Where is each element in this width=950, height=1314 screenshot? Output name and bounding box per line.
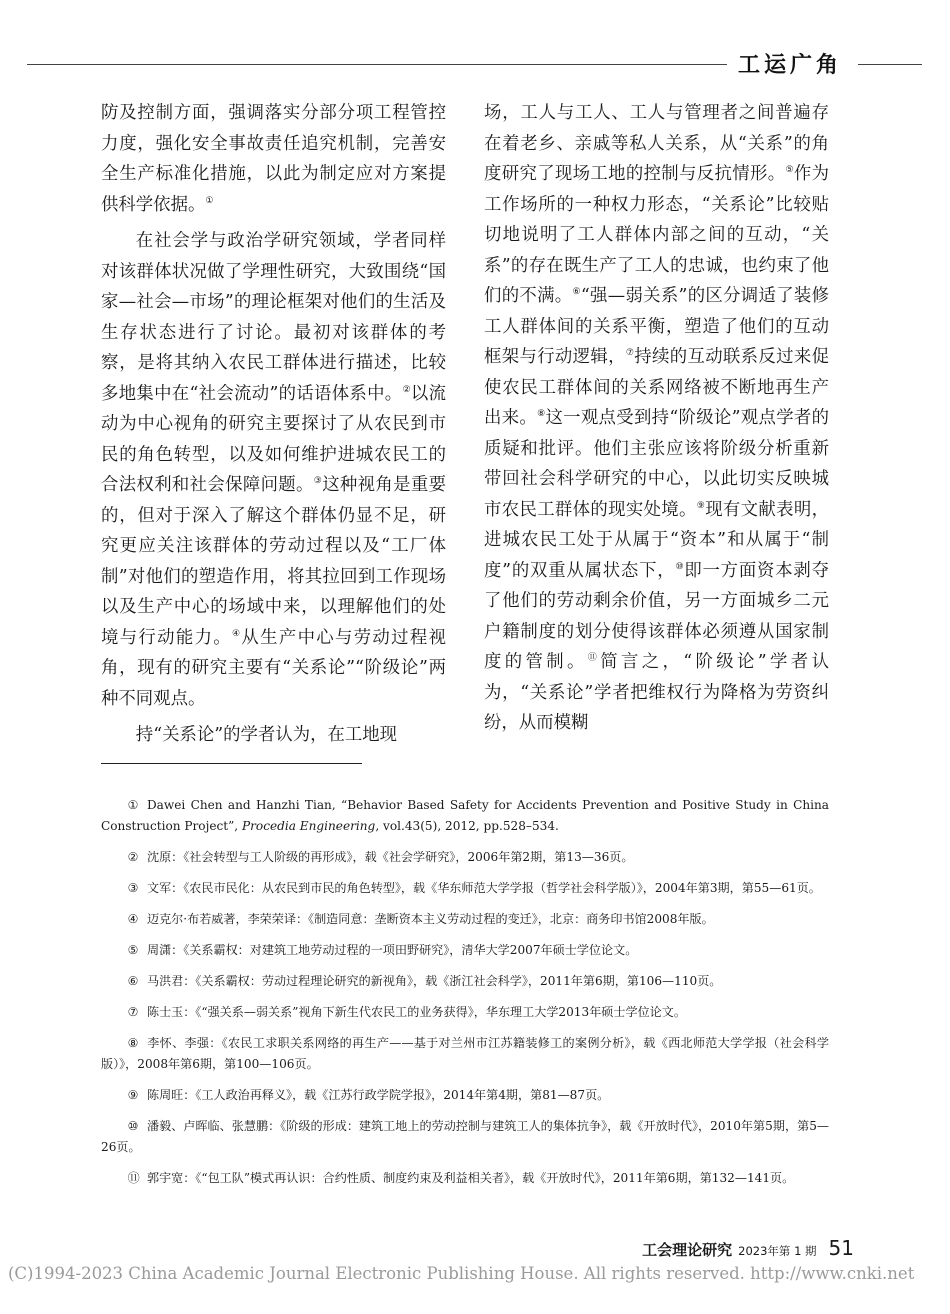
footnote-ref-4[interactable]: ④: [232, 628, 242, 639]
footnote-ref-9[interactable]: ⑨: [696, 500, 706, 511]
footnote-ref-5[interactable]: ⑤: [785, 165, 794, 176]
paragraph-2: 在社会学与政治学研究领域，学者同样对该群体状况做了学理性研究，大致围绕“国家—社会—市场”的理论框架对他们的生活及生存状态进行了讨论。最初对该群体的考察，是将其纳入农民工群体进行描述，比较多地集中在“社会流动”的话语体系中。②以流动为中心视角的研究主要探讨了从农民到市民的角色转型，以及如何维护进城农民工的合法权利和社会保障问题。③这种视角是重要的，但对于深入了解这个群体仍显不足，研究更应关注该群体的劳动过程以及“工厂体制”对他们的塑造作用，将其拉回到工作现场以及生产中心的场域中来，以理解他们的处境与行动能力。④从生产中心与劳动过程视角，现有的研究主要有“关系论”“阶级论”两种不同观点。: [101, 231, 446, 709]
footnote-7: ⑦ 陈士玉：《“强关系—弱关系”视角下新生代农民工的业务获得》，华东理工大学2013年硕士学位论文。: [127, 1005, 686, 1019]
page-number: 51: [828, 1236, 854, 1260]
footnote-ref-8[interactable]: ⑧: [537, 409, 546, 420]
copyright-watermark: (C)1994-2023 China Academic Journal Electronic Publishing House. All rights reserved. http://www.cnki.net: [8, 1264, 915, 1283]
footnote-ref-3[interactable]: ③: [313, 476, 323, 487]
footnote-ref-2[interactable]: ②: [402, 384, 411, 395]
footnote-ref-1[interactable]: ①: [205, 195, 214, 206]
left-column: [101, 98, 446, 751]
footnote-ref-11[interactable]: ⑪: [587, 653, 601, 664]
footnote-1: ① Dawei Chen and Hanzhi Tian, “Behavior Based Safety for Accidents Prevention and Positive Study in China Construction Project”, Procedia Engineering, vol.43(5), 2012, pp.528–534.: [101, 798, 829, 833]
footnote-ref-10[interactable]: ⑩: [675, 561, 685, 572]
footnote-ref-6[interactable]: ⑥: [572, 287, 581, 298]
footnote-10: ⑩ 潘毅、卢晖临、张慧鹏：《阶级的形成：建筑工地上的劳动控制与建筑工人的集体抗争》，载《开放时代》，2010年第5期，第5—26页。: [101, 1119, 829, 1154]
footnotes: [101, 795, 829, 1199]
footnote-2: ② 沈原：《社会转型与工人阶级的再形成》，载《社会学研究》，2006年第2期，第13—36页。: [127, 850, 634, 864]
footnote-9: ⑨ 陈周旺：《工人政治再释义》，载《江苏行政学院学报》，2014年第4期，第81—87页。: [127, 1088, 610, 1102]
paragraph-3: 持“关系论”的学者认为，在工地现: [135, 725, 398, 745]
header-rule-right: [858, 64, 922, 65]
footnote-11: ⑪ 郭宇宽：《“包工队”模式再认识：合约性质、制度约束及利益相关者》，载《开放时代》，2011年第6期，第132—141页。: [127, 1171, 795, 1185]
footnote-separator: [101, 763, 362, 764]
footnote-6: ⑥ 马洪君：《关系霸权：劳动过程理论研究的新视角》，载《浙江社会科学》，2011年第6期，第106—110页。: [127, 974, 722, 988]
page-footer: [642, 1236, 854, 1260]
footnote-3: ③ 文军：《农民市民化：从农民到市民的角色转型》，载《华东师范大学学报（哲学社会科学版）》，2004年第3期，第55—61页。: [127, 881, 821, 895]
paragraph-continued: 场，工人与工人、工人与管理者之间普遍存在着老乡、亲戚等私人关系，从“关系”的角度研究了现场工地的控制与反抗情形。⑤作为工作场所的一种权力形态，“关系论”比较贴切地说明了工人群体内部之间的互动，“关系”的存在既生产了工人的忠诚，也约束了他们的不满。⑥“强—弱关系”的区分调适了装修工人群体间的关系平衡，塑造了他们的互动框架与行动逻辑，⑦持续的互动联系反过来促使农民工群体间的关系网络被不断地再生产出来。⑧这一观点受到持“阶级论”观点学者的质疑和批评。他们主张应该将阶级分析重新带回社会科学研究的中心，以此切实反映城市农民工群体的现实处境。⑨现有文献表明，进城农民工处于从属于“资本”和从属于“制度”的双重从属状态下，⑩即一方面资本剥夺了他们的劳动剩余价值，另一方面城乡二元户籍制度的划分使得该群体必须遵从国家制度的管制。⑪简言之，“阶级论”学者认为，“关系论”学者把维权行为降格为劳资纠纷，从而模糊: [484, 103, 829, 733]
footnote-5: ⑤ 周潇：《关系霸权：对建筑工地劳动过程的一项田野研究》，清华大学2007年硕士学位论文。: [127, 943, 638, 957]
paragraph-1: 防及控制方面，强调落实分部分项工程管控力度，强化安全事故责任追究机制，完善安全生产标准化措施，以此为制定应对方案提供科学依据。①: [101, 103, 446, 215]
journal-name: 工会理论研究: [642, 1241, 733, 1259]
right-column: [484, 98, 829, 739]
footnote-ref-7[interactable]: ⑦: [625, 348, 635, 359]
footnote-8: ⑧ 李怀、李强：《农民工求职关系网络的再生产——基于对兰州市江苏籍装修工的案例分析》，载《西北师范大学学报（社会科学版）》，2008年第6期，第100—106页。: [101, 1036, 829, 1071]
section-title: 工运广角: [738, 53, 843, 78]
header-rule-left: [27, 64, 727, 65]
issue-label: 2023年第 1 期: [738, 1244, 817, 1258]
footnote-4: ④ 迈克尔·布若威著，李荣荣译：《制造同意：垄断资本主义劳动过程的变迁》，北京：商务印书馆2008年版。: [127, 912, 714, 926]
